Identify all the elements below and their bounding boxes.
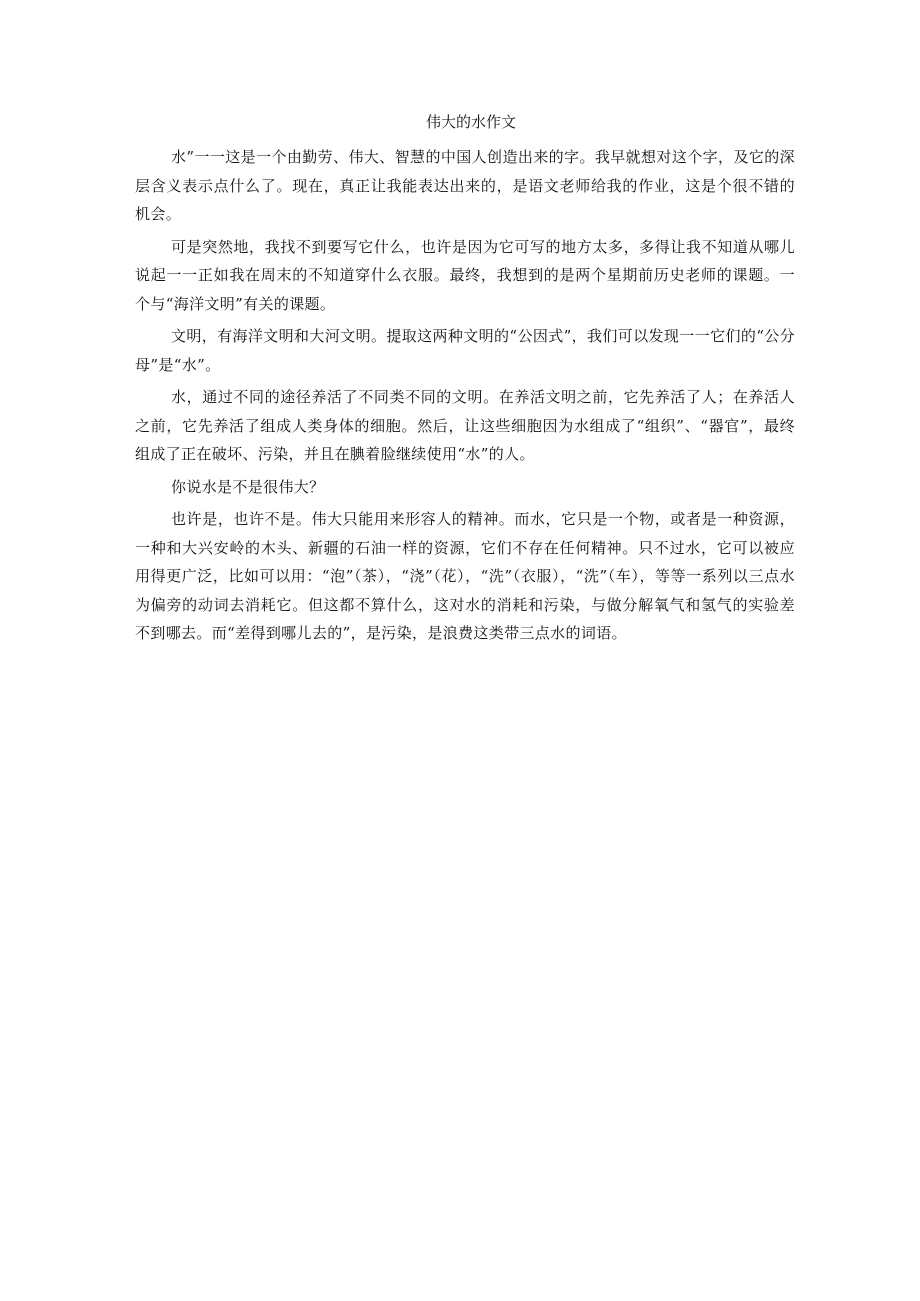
- paragraph-3: 文明，有海洋文明和大河文明。提取这两种文明的“公因式”，我们可以发现一一它们的“公分母”是“水”。: [135, 327, 795, 374]
- document-title: 伟大的水作文: [425, 113, 516, 131]
- paragraph-5: 你说水是不是很伟大？: [171, 477, 325, 496]
- paragraph-6: 也许是，也许不是。伟大只能用来形容人的精神。而水，它只是一个物，或者是一种资源，一种和大兴安岭的木头、新疆的石油一样的资源，它们不存在任何精神。只不过水，它可以被应用得更广泛，比如可以用：“泡”（茶），“浇”（花），“洗”（衣服），“洗”（车），等等一系列以三点水为偏旁的动词去消耗它。但这都不算什么，这对水的消耗和污染，与做分解氧气和氢气的实验差不到哪去。而“差得到哪儿去的”，是污染，是浪费这类带三点水的词语。: [135, 510, 795, 642]
- paragraph-1: 水”一一这是一个由勤劳、伟大、智慧的中国人创造出来的字。我早就想对这个字，及它的深层含义表示点什么了。现在，真正让我能表达出来的，是语文老师给我的作业，这是个很不错的机会。: [135, 148, 795, 223]
- paragraph-4: 水，通过不同的途径养活了不同类不同的文明。在养活文明之前，它先养活了人；在养活人之前，它先养活了组成人类身体的细胞。然后，让这些细胞因为水组成了“组织”、“器官”，最终组成了正在破坏、污染，并且在腆着脸继续使用“水”的人。: [135, 388, 795, 463]
- document-body: [135, 110, 795, 652]
- paragraph-2: 可是突然地，我找不到要写它什么，也许是因为它可写的地方太多，多得让我不知道从哪儿说起一一正如我在周末的不知道穿什么衣服。最终，我想到的是两个星期前历史老师的课题。一个与“海洋文明”有关的课题。: [135, 237, 795, 313]
